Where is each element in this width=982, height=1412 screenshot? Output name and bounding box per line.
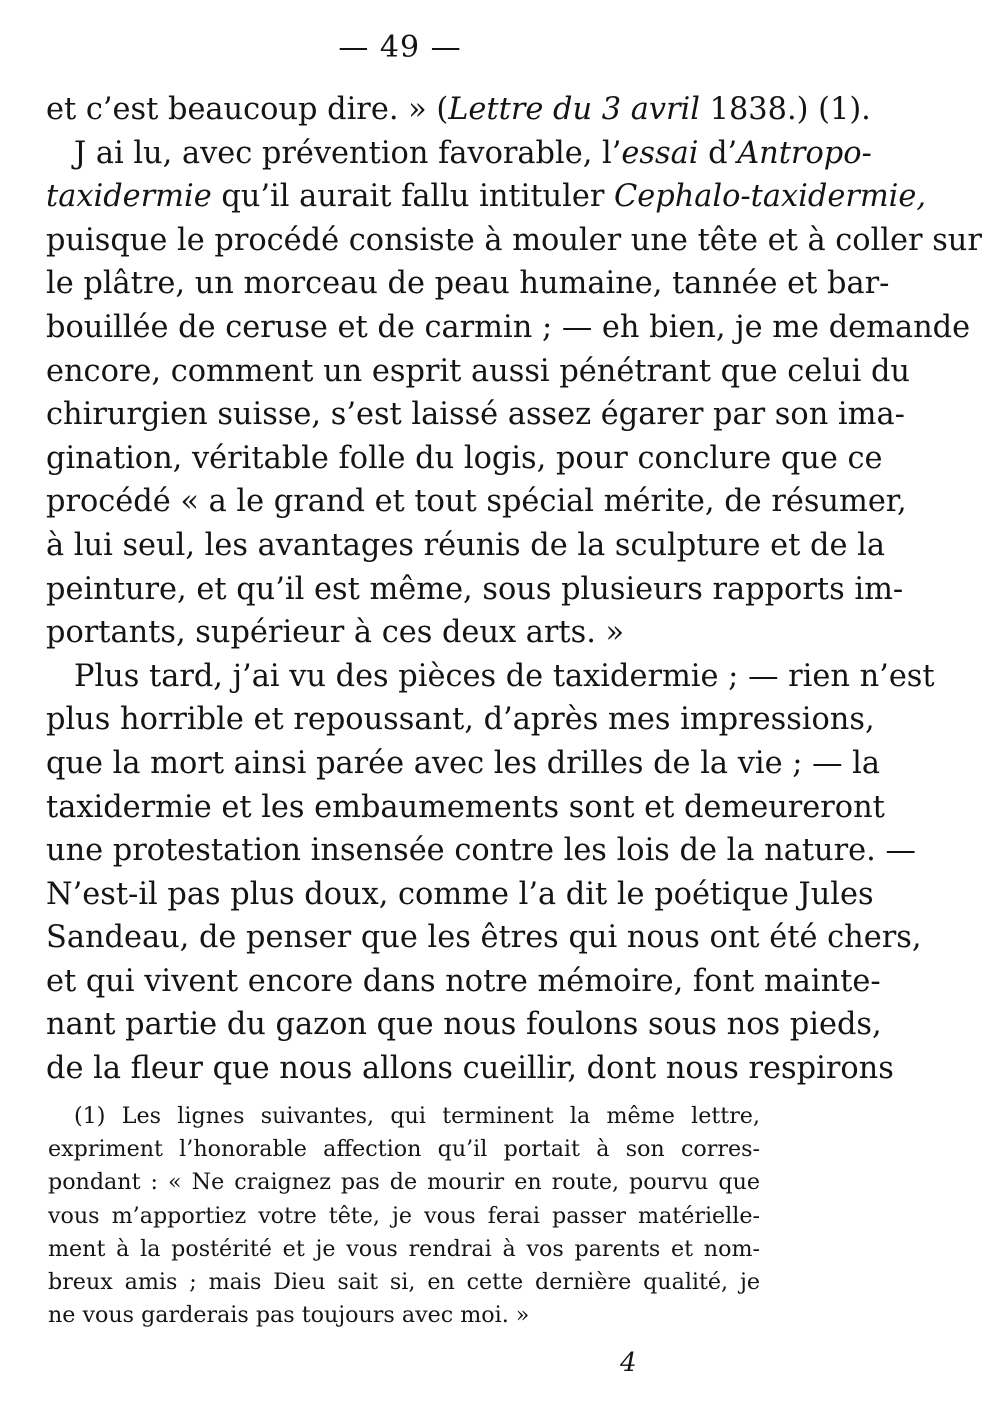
footnote-line: vous m’apportiez votre tête, je vous ferai passer matérielle- bbox=[48, 1202, 760, 1229]
text-line: plus horrible et repoussant, d’après mes impressions, bbox=[46, 702, 875, 738]
text-line: et qui vivent encore dans notre mémoire, font mainte- bbox=[46, 963, 881, 999]
text-line: de la fleur que nous allons cueillir, dont nous respirons bbox=[46, 1051, 894, 1087]
text-line: portants, supérieur à ces deux arts. » bbox=[46, 615, 625, 651]
text-line: chirurgien suisse, s’est laissé assez égarer par son ima- bbox=[46, 397, 905, 433]
footnote-line: (1) Les lignes suivantes, qui terminent la même lettre, bbox=[74, 1103, 760, 1129]
text-line: bouillée de ceruse et de carmin ; — eh bien, je me demande bbox=[46, 309, 971, 345]
footnote-line: ment à la postérité et je vous rendrai à vos parents et nom- bbox=[48, 1235, 760, 1262]
text-line: le plâtre, un morceau de peau humaine, tannée et bar- bbox=[46, 266, 890, 302]
text-line: et c’est beaucoup dire. » (Lettre du 3 avril 1838.) (1). bbox=[46, 92, 871, 127]
text-line: Plus tard, j’ai vu des pièces de taxidermie ; — rien n’est bbox=[74, 658, 935, 694]
text-line: à lui seul, les avantages réunis de la sculpture et de la bbox=[46, 527, 885, 563]
text-line: gination, véritable folle du logis, pour conclure que ce bbox=[46, 440, 883, 476]
text-line: taxidermie qu’il aurait fallu intituler Cephalo-taxidermie, bbox=[46, 179, 927, 215]
text-line: N’est-il pas plus doux, comme l’a dit le poétique Jules bbox=[46, 876, 874, 912]
footnote-line: ne vous garderais pas toujours avec moi. » bbox=[48, 1302, 530, 1329]
text-line: peinture, et qu’il est même, sous plusieurs rapports im- bbox=[46, 571, 904, 607]
text-line: J ai lu, avec prévention favorable, l’essai d’Antropo- bbox=[74, 135, 872, 171]
page-number: — 49 — bbox=[338, 30, 462, 65]
main-text bbox=[46, 88, 982, 1091]
footnote bbox=[48, 1100, 760, 1332]
footnote-line: pondant : « Ne craignez pas de mourir en route, pourvu que bbox=[48, 1169, 760, 1196]
footnote-line: expriment l’honorable affection qu’il portait à son corres- bbox=[48, 1136, 760, 1163]
text-line: une protestation insensée contre les lois de la nature. — bbox=[46, 833, 916, 869]
text-line: que la mort ainsi parée avec les drilles de la vie ; — la bbox=[46, 745, 881, 781]
text-line: encore, comment un esprit aussi pénétrant que celui du bbox=[46, 353, 910, 389]
text-line: nant partie du gazon que nous foulons sous nos pieds, bbox=[46, 1007, 882, 1043]
text-line: Sandeau, de penser que les êtres qui nous ont été chers, bbox=[46, 920, 922, 956]
footnote-line: breux amis ; mais Dieu sait si, en cette dernière qualité, je bbox=[48, 1268, 760, 1295]
text-line: procédé « a le grand et tout spécial mérite, de résumer, bbox=[46, 484, 907, 520]
text-line: taxidermie et les embaumements sont et demeureront bbox=[46, 789, 885, 825]
text-line: puisque le procédé consiste à mouler une tête et à coller sur bbox=[46, 222, 982, 258]
signature-mark: 4 bbox=[620, 1348, 637, 1378]
